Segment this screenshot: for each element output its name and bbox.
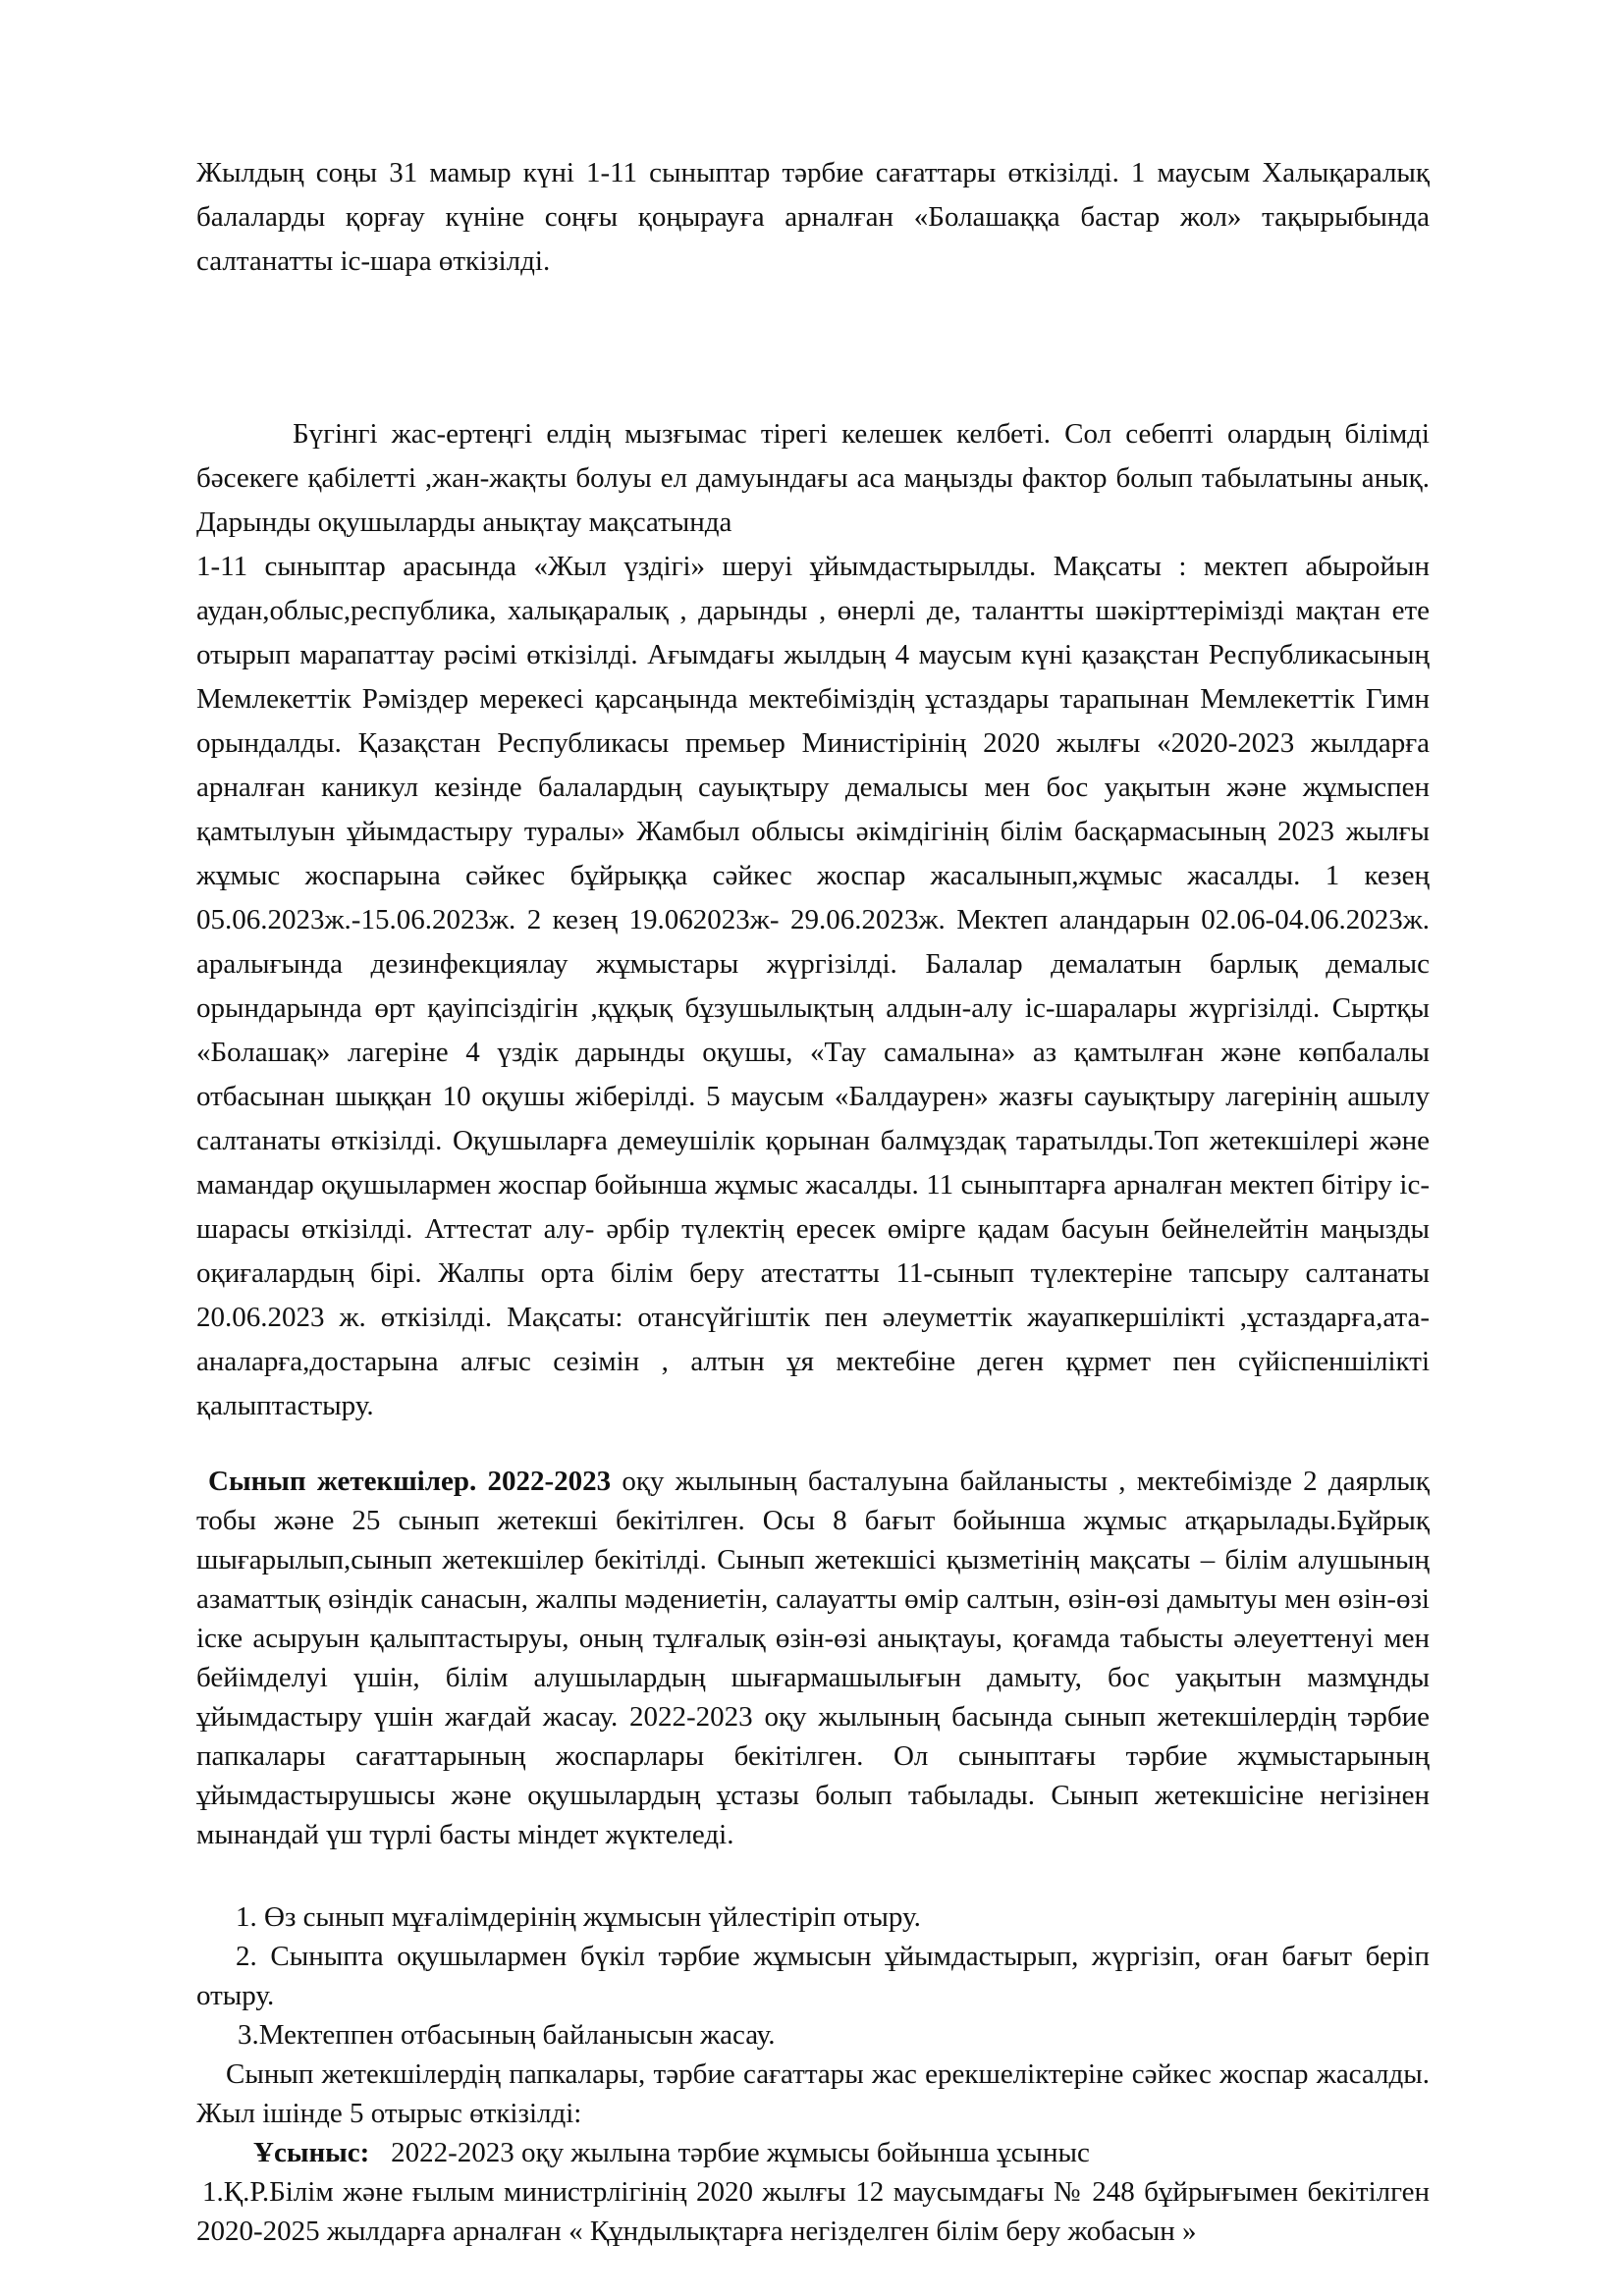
duty-item-2-text: 2. Сыныпта оқушылармен бүкіл тәрбие жұмысын ұйымдастырып, жүргізіп, оған бағыт беріп отыру. (196, 1941, 1430, 2011)
decree-paragraph (196, 2172, 1430, 2251)
duty-item-1: 1. Өз сынып мұғалімдерінің жұмысын үйлестіріп отыру. (236, 1901, 921, 1933)
recommendation-line (253, 2133, 1430, 2172)
decree-text: 1.Қ.Р.Білім және ғылым министрлігінің 2020 жылғы 12 маусымдағы № 248 бұйрығымен бекітілген 2020-2025 жылдарға арналған « Құндылықтарға негізделген білім беру жобасын » (196, 2176, 1430, 2247)
class-teachers-paragraph (196, 1462, 1430, 1854)
class-teachers-heading: Сынып жетекшілер. 2022-2023 (208, 1466, 612, 1497)
recommendation-text: 2022-2023 оқу жылына тәрбие жұмысы бойынша ұсыныс (391, 2137, 1090, 2168)
intro-paragraph (196, 151, 1430, 284)
class-teachers-text: оқу жылының басталуына байланысты , мектебімізде 2 даярлық тобы және 25 сынып жетекші бекітілген. Осы 8 бағыт бойынша жұмыс атқарылады.Бұйрық шығарылып,сынып жетекшілер бекітілді. Сынып жетекшісі қызметінің мақсаты – білім алушының азаматтық өзіндік санасын, жалпы мәдениетін, салауатты өмір салтын, өзін-өзі дамытуы мен өзін-өзі іске асыруын қалыптастыруы, оның тұлғалық өзін-өзі анықтауы, қоғамда табысты әлеуеттенуі мен бейімделуі үшін, білім алушылардың шығармашылығын дамыту, бос уақытын мазмұнды ұйымдастыру үшін жағдай жасау. 2022-2023 оқу жылының басында сынып жетекшілердің тәрбие папкалары сағаттарының жоспарлары бекітілген. Ол сыныптағы тәрбие жұмыстарының ұйымдастырушысы және оқушылардың ұстазы болып табылады. Сынып жетекшісіне негізінен мынандай үш түрлі басты міндет жүктеледі. (196, 1466, 1430, 1850)
duty-item-3: 3.Мектеппен отбасының байланысын жасау. (238, 2019, 776, 2051)
intro-text: Жылдың соңы 31 мамыр күні 1-11 сыныптар тәрбие сағаттары өткізілді. 1 маусым Халықаралық балаларды қорғау күніне соңғы қоңырауға арналған «Болашаққа бастар жол» тақырыбында салтанатты іс-шара өткізілді. (196, 157, 1430, 277)
main-text-continued: 1-11 сыныптар арасында «Жыл үздігі» шеруі ұйымдастырылды. Мақсаты : мектеп абыройын аудан,облыс,республика, халықаралық , дарынды , өнерлі де, талантты шәкірттерімізді мақтан ете отырып марапаттау рәсімі өткізілді. Ағымдағы жылдың 4 маусым күні қазақстан Республикасының Мемлекеттік Рәміздер мерекесі қарсаңында мектебіміздің ұстаздары тарапынан Мемлекеттік Гимн орындалды. Қазақстан Республикасы премьер Министірінің 2020 жылғы «2020-2023 жылдарға арналған каникул кезінде балалардың сауықтыру демалысы мен бос уақытын және жұмыспен қамтылуын ұйымдастыру туралы» Жамбыл облысы әкімдігінің білім басқармасының 2023 жылғы жұмыс жоспарына сәйкес бұйрыққа сәйкес жоспар жасалынып,жұмыс жасалды. 1 кезең 05.06.2023ж.-15.06.2023ж. 2 кезең 19.062023ж- 29.06.2023ж. Мектеп аландарын 02.06-04.06.2023ж. аралығында дезинфекциялау жұмыстары жүргізілді. Балалар демалатын барлық демалыс орындарында өрт қауіпсіздігін ,құқық бұзушылықтың алдын-алу іс-шаралары жүргізілді. Сыртқы «Болашақ» лагеріне 4 үздік дарынды оқушы, «Тау самалына» аз қамтылған және көпбалалы отбасынан шыққан 10 оқушы жіберілді. 5 маусым «Балдаурен» жазғы сауықтыру лагерінің ашылу салтанаты өткізілді. Оқушыларға демеушілік қорынан балмұздақ таратылды.Топ жетекшілері және мамандар оқушылармен жоспар бойынша жұмыс жасалды. 11 сыныптарға арналған мектеп бітіру іс-шарасы өткізілді. Аттестат алу- әрбір түлектің ересек өмірге қадам басуын бейнелейтін маңызды оқиғалардың бірі. Жалпы орта білім беру атестатты 11-сынып түлектеріне тапсыру салтанаты 20.06.2023 ж. өткізілді. Мақсаты: отансүйгіштік пен әлеуметтік жауапкершілікті ,ұстаздарға,ата-аналарға,достарына алғыс сезімін , алтын ұя мектебіне деген құрмет пен сүйіспеншілікті қалыптастыру. (196, 551, 1430, 1421)
sessions-paragraph (196, 2055, 1430, 2133)
recommendation-label: Ұсыныс: (253, 2137, 370, 2168)
main-paragraph (196, 412, 1430, 1428)
duty-item-2 (196, 1937, 1430, 2015)
sessions-text: Сынып жетекшілердің папкалары, тәрбие сағаттары жас ерекшеліктеріне сәйкес жоспар жасалды. Жыл ішінде 5 отырыс өткізілді: (196, 2058, 1430, 2129)
main-text: Бүгінгі жас-ертеңгі елдің мызғымас тірегі келешек келбеті. Сол себепті олардың білімді бәсекеге қабілетті ,жан-жақты болуы ел дамуындағы аса маңызды фактор болып табылатыны анық. Дарынды оқушыларды анықтау мақсатында (196, 418, 1430, 538)
